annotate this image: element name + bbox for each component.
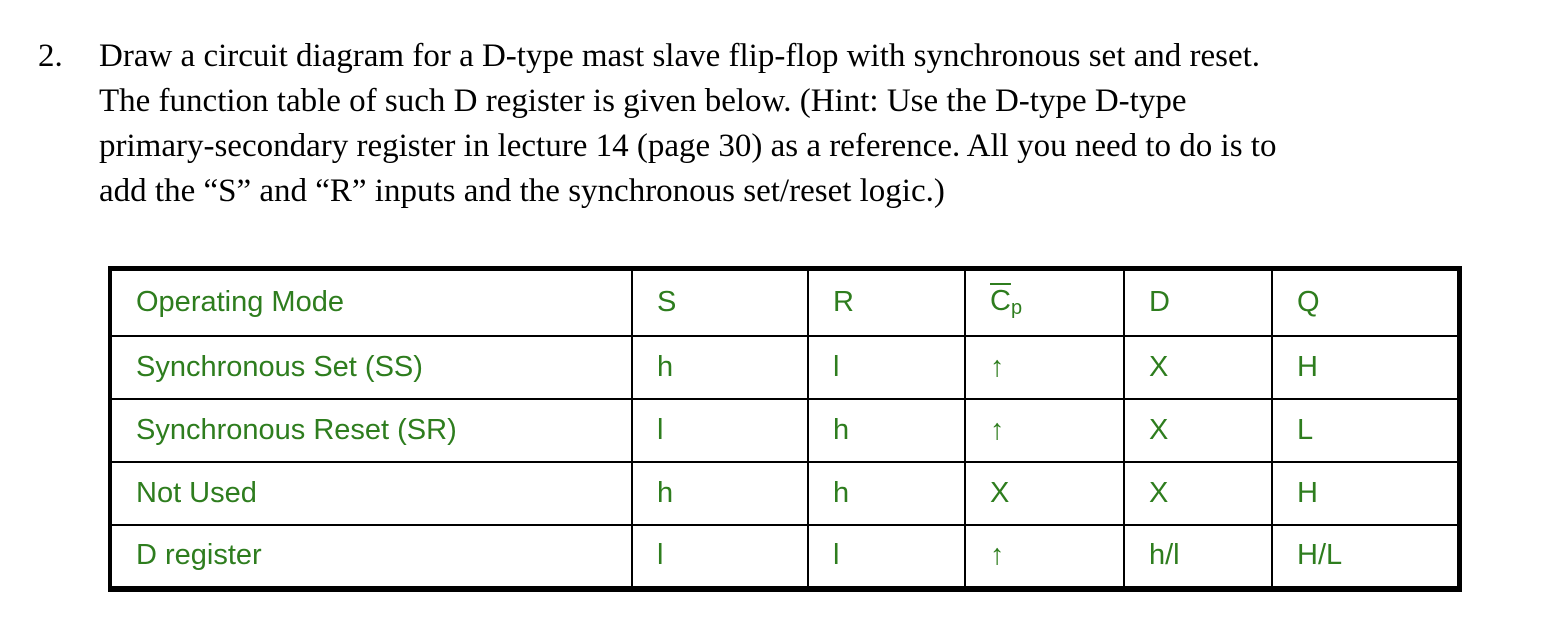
- header-cp-main: $\overline{C}$: [990, 285, 1011, 318]
- header-q: Q: [1272, 271, 1457, 336]
- cell-q: H: [1272, 336, 1457, 399]
- cell-d: X: [1124, 462, 1272, 525]
- cell-cp: X: [965, 462, 1124, 525]
- header-cp-subscript: p: [1010, 297, 1023, 320]
- header-d: D: [1124, 271, 1272, 336]
- question-line: add the “S” and “R” inputs and the synchronous set/reset logic.): [99, 173, 945, 209]
- cell-cp: ↑: [965, 399, 1124, 462]
- cell-cp: ↑: [965, 336, 1124, 399]
- cell-cp: ↑: [965, 525, 1124, 586]
- question-line: primary-secondary register in lecture 14 (page 30) as a reference. All you need to do is to: [99, 128, 1277, 164]
- question-number: 2.: [38, 38, 63, 74]
- cell-d: h/l: [1124, 525, 1272, 586]
- cell-s: h: [632, 336, 808, 399]
- cell-r: l: [808, 525, 965, 586]
- question-text: [99, 34, 1519, 214]
- cell-q: L: [1272, 399, 1457, 462]
- cell-s: h: [632, 462, 808, 525]
- header-r: R: [808, 271, 965, 336]
- header-operating-mode: Operating Mode: [112, 271, 632, 336]
- header-cp: [965, 271, 1124, 336]
- cell-d: X: [1124, 399, 1272, 462]
- table-row: [112, 399, 1457, 462]
- cell-s: l: [632, 525, 808, 586]
- cell-q: H/L: [1272, 525, 1457, 586]
- cell-mode: Not Used: [112, 462, 632, 525]
- cell-d: X: [1124, 336, 1272, 399]
- cell-r: h: [808, 462, 965, 525]
- cell-q: H: [1272, 462, 1457, 525]
- header-s: S: [632, 271, 808, 336]
- cell-r: l: [808, 336, 965, 399]
- cell-r: h: [808, 399, 965, 462]
- question-line: The function table of such D register is given below. (Hint: Use the D-type D-type: [99, 83, 1187, 119]
- cell-mode: D register: [112, 525, 632, 586]
- table-row: [112, 462, 1457, 525]
- table-header-row: [112, 271, 1457, 336]
- cell-s: l: [632, 399, 808, 462]
- function-table: [108, 266, 1462, 592]
- table-row: [112, 525, 1457, 586]
- cell-mode: Synchronous Set (SS): [112, 336, 632, 399]
- cell-mode: Synchronous Reset (SR): [112, 399, 632, 462]
- question-line: Draw a circuit diagram for a D-type mast slave flip-flop with synchronous set and reset.: [99, 38, 1261, 74]
- table-row: [112, 336, 1457, 399]
